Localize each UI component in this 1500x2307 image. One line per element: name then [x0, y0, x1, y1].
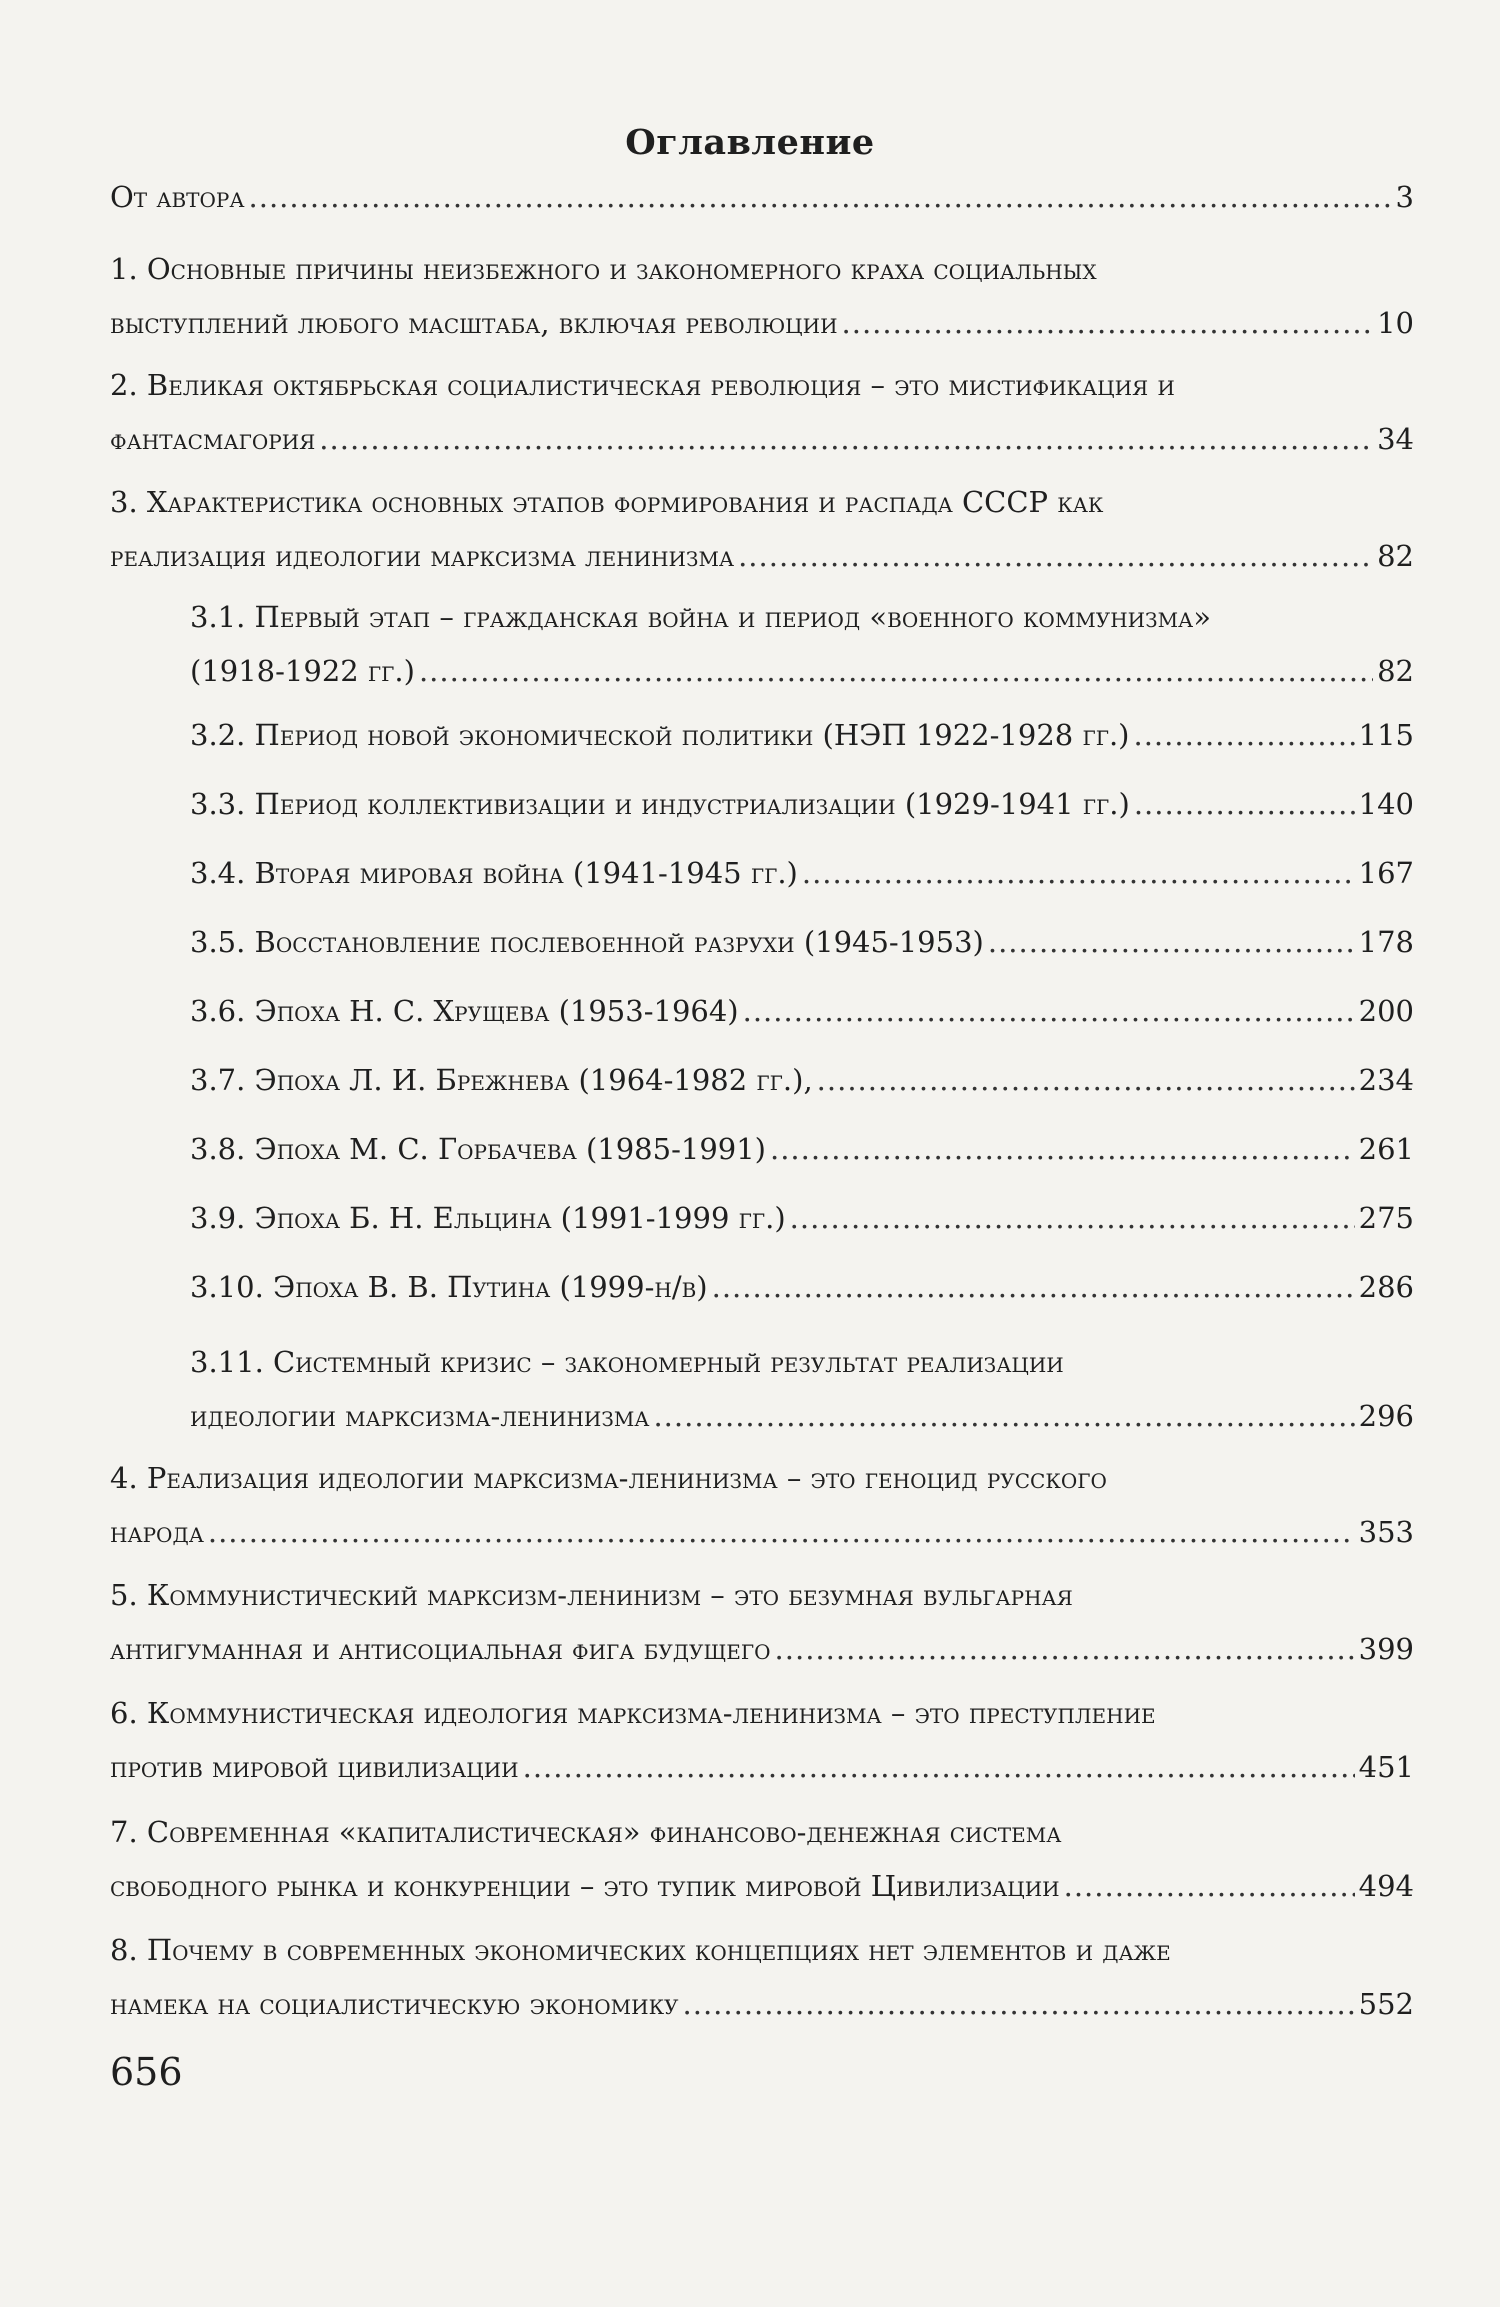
toc-subentry: [190, 708, 1414, 762]
toc-line: [190, 915, 1414, 969]
toc-page-number: 3: [1395, 180, 1414, 214]
toc-line: [110, 1505, 1414, 1559]
toc-line: [190, 984, 1414, 1038]
leader-dots: [319, 412, 1373, 466]
leader-dots: [1064, 1859, 1355, 1913]
toc-entry-title-line1: 2. Великая октябрьская социалистическая революция – это мистификация и: [110, 368, 1175, 402]
toc-subentry: [190, 590, 1414, 698]
toc-entry: [110, 358, 1414, 466]
toc-entry-title: 3.5. Восстановление послевоенной разрухи (1945-1953): [190, 925, 984, 959]
leader-dots: [988, 915, 1355, 969]
toc-entry-title: 3.2. Период новой экономической политики (НЭП 1922-1928 гг.): [190, 718, 1130, 752]
toc-entry-title: От автора: [110, 180, 245, 214]
toc-entry: [110, 1568, 1414, 1676]
toc-entry-title-line2: намека на социалистическую экономику: [110, 1987, 679, 2021]
leader-dots: [842, 296, 1374, 350]
leader-dots: [683, 1977, 1355, 2031]
toc-entry-title-line2: антигуманная и антисоциальная фига будущего: [110, 1632, 771, 1666]
toc-entry-title-line2: против мировой цивилизации: [110, 1750, 519, 1784]
toc-entry-title-line1: 3.1. Первый этап – гражданская война и период «военного коммунизма»: [190, 600, 1211, 634]
toc-entry-title: 3.9. Эпоха Б. Н. Ельцина (1991-1999 гг.): [190, 1201, 786, 1235]
toc-page-number: 451: [1358, 1750, 1414, 1784]
toc-subentry: [190, 1260, 1414, 1314]
leader-dots: [790, 1191, 1355, 1245]
toc-entry: [110, 1805, 1414, 1913]
toc-subentry: [190, 1122, 1414, 1176]
leader-dots: [1134, 777, 1355, 831]
toc-subentry: [190, 846, 1414, 900]
leader-dots: [653, 1389, 1354, 1443]
toc-subentry: [190, 915, 1414, 969]
toc-line: [190, 1191, 1414, 1245]
toc-line: [110, 1977, 1414, 2031]
leader-dots: [770, 1122, 1355, 1176]
toc-line: [190, 644, 1414, 698]
toc-line: [110, 1859, 1414, 1913]
leader-dots: [743, 984, 1355, 1038]
toc-line: [190, 1053, 1414, 1107]
toc-entry-title-line2: выступлений любого масштаба, включая революции: [110, 306, 838, 340]
toc-entry-title: 3.3. Период коллективизации и индустриализации (1929-1941 гг.): [190, 787, 1130, 821]
toc-entry-title-line1: 8. Почему в современных экономических концепциях нет элементов и даже: [110, 1933, 1171, 1967]
toc-entry-title: 3.8. Эпоха М. С. Горбачева (1985-1991): [190, 1132, 766, 1166]
leader-dots: [1133, 708, 1354, 762]
leader-dots: [419, 644, 1373, 698]
toc-page-number: 10: [1377, 306, 1414, 340]
toc-page-number: 178: [1358, 925, 1414, 959]
page-number-footer: 656: [110, 2050, 183, 2094]
toc-line: [190, 1122, 1414, 1176]
toc-page-number: 261: [1358, 1132, 1414, 1166]
toc-entry-title-line1: 3.11. Системный кризис – закономерный результат реализации: [190, 1345, 1064, 1379]
toc-entry-title-line1: 5. Коммунистический марксизм-ленинизм – это безумная вульгарная: [110, 1578, 1073, 1612]
toc-entry-title-line1: 7. Современная «капиталистическая» финансово-денежная система: [110, 1815, 1062, 1849]
leader-dots: [817, 1053, 1355, 1107]
toc-entry: [110, 242, 1414, 350]
toc-page-number: 140: [1358, 787, 1414, 821]
toc-page-number: 82: [1377, 539, 1414, 573]
page-title: Оглавление: [625, 122, 875, 163]
toc-page-number: 399: [1358, 1632, 1414, 1666]
leader-dots: [712, 1260, 1355, 1314]
toc-line: [190, 1260, 1414, 1314]
toc-subentry: [190, 1191, 1414, 1245]
leader-dots: [208, 1505, 1355, 1559]
toc-entry-title-line1: 4. Реализация идеологии марксизма-ленинизма – это геноцид русского: [110, 1461, 1107, 1495]
toc-entry: [110, 1923, 1414, 2031]
toc-line: [190, 708, 1414, 762]
toc-entry-title-line2: реализация идеологии марксизма ленинизма: [110, 539, 735, 573]
toc-entry-title-line2: фантасмагория: [110, 422, 316, 456]
toc-entry-title: 3.10. Эпоха В. В. Путина (1999-н/в): [190, 1270, 708, 1304]
toc-line: [110, 412, 1414, 466]
toc-page-number: 494: [1358, 1869, 1414, 1903]
toc-entry-title: 3.7. Эпоха Л. И. Брежнева (1964-1982 гг.),: [190, 1063, 813, 1097]
toc-page-number: 167: [1358, 856, 1414, 890]
leader-dots: [523, 1740, 1355, 1794]
toc-entry-title: 3.6. Эпоха Н. С. Хрущева (1953-1964): [190, 994, 739, 1028]
leader-dots: [249, 170, 1392, 224]
toc-page-number: 34: [1377, 422, 1414, 456]
toc-page-number: 82: [1377, 654, 1414, 688]
toc-page-number: 234: [1358, 1063, 1414, 1097]
toc-page-number: 552: [1358, 1987, 1414, 2021]
leader-dots: [775, 1622, 1355, 1676]
toc-page-number: 296: [1358, 1399, 1414, 1433]
toc-subentry: [190, 777, 1414, 831]
toc-page-number: 115: [1358, 718, 1414, 752]
toc-subentry: [190, 1335, 1414, 1443]
toc-line: [110, 170, 1414, 224]
toc-line: [110, 296, 1414, 350]
toc-entry: [110, 1451, 1414, 1559]
toc-entry-title: 3.4. Вторая мировая война (1941-1945 гг.): [190, 856, 798, 890]
toc-subentry: [190, 1053, 1414, 1107]
toc-line: [110, 529, 1414, 583]
toc-entry-title-line1: 6. Коммунистическая идеология марксизма-ленинизма – это преступление: [110, 1696, 1156, 1730]
toc-page-number: 200: [1358, 994, 1414, 1028]
toc-line: [190, 846, 1414, 900]
leader-dots: [738, 529, 1373, 583]
toc-entry-title-line2: (1918-1922 гг.): [190, 654, 415, 688]
toc-entry-title-line1: 1. Основные причины неизбежного и закономерного краха социальных: [110, 252, 1097, 286]
toc-page-number: 275: [1358, 1201, 1414, 1235]
toc-page-number: 353: [1358, 1515, 1414, 1549]
toc-line: [110, 1622, 1414, 1676]
toc-entry-title-line2: народа: [110, 1515, 204, 1549]
toc-entry: [110, 170, 1414, 224]
toc-entry: [110, 475, 1414, 583]
toc-line: [190, 1389, 1414, 1443]
toc-entry-title-line2: идеологии марксизма-ленинизма: [190, 1399, 650, 1433]
toc-entry-title-line1: 3. Характеристика основных этапов формирования и распада СССР как: [110, 485, 1104, 519]
toc-subentry: [190, 984, 1414, 1038]
toc-entry: [110, 1686, 1414, 1794]
toc-page-number: 286: [1358, 1270, 1414, 1304]
toc-line: [110, 1740, 1414, 1794]
toc-entry-title-line2: свободного рынка и конкуренции – это тупик мировой Цивилизации: [110, 1869, 1060, 1903]
toc-line: [190, 777, 1414, 831]
leader-dots: [802, 846, 1355, 900]
